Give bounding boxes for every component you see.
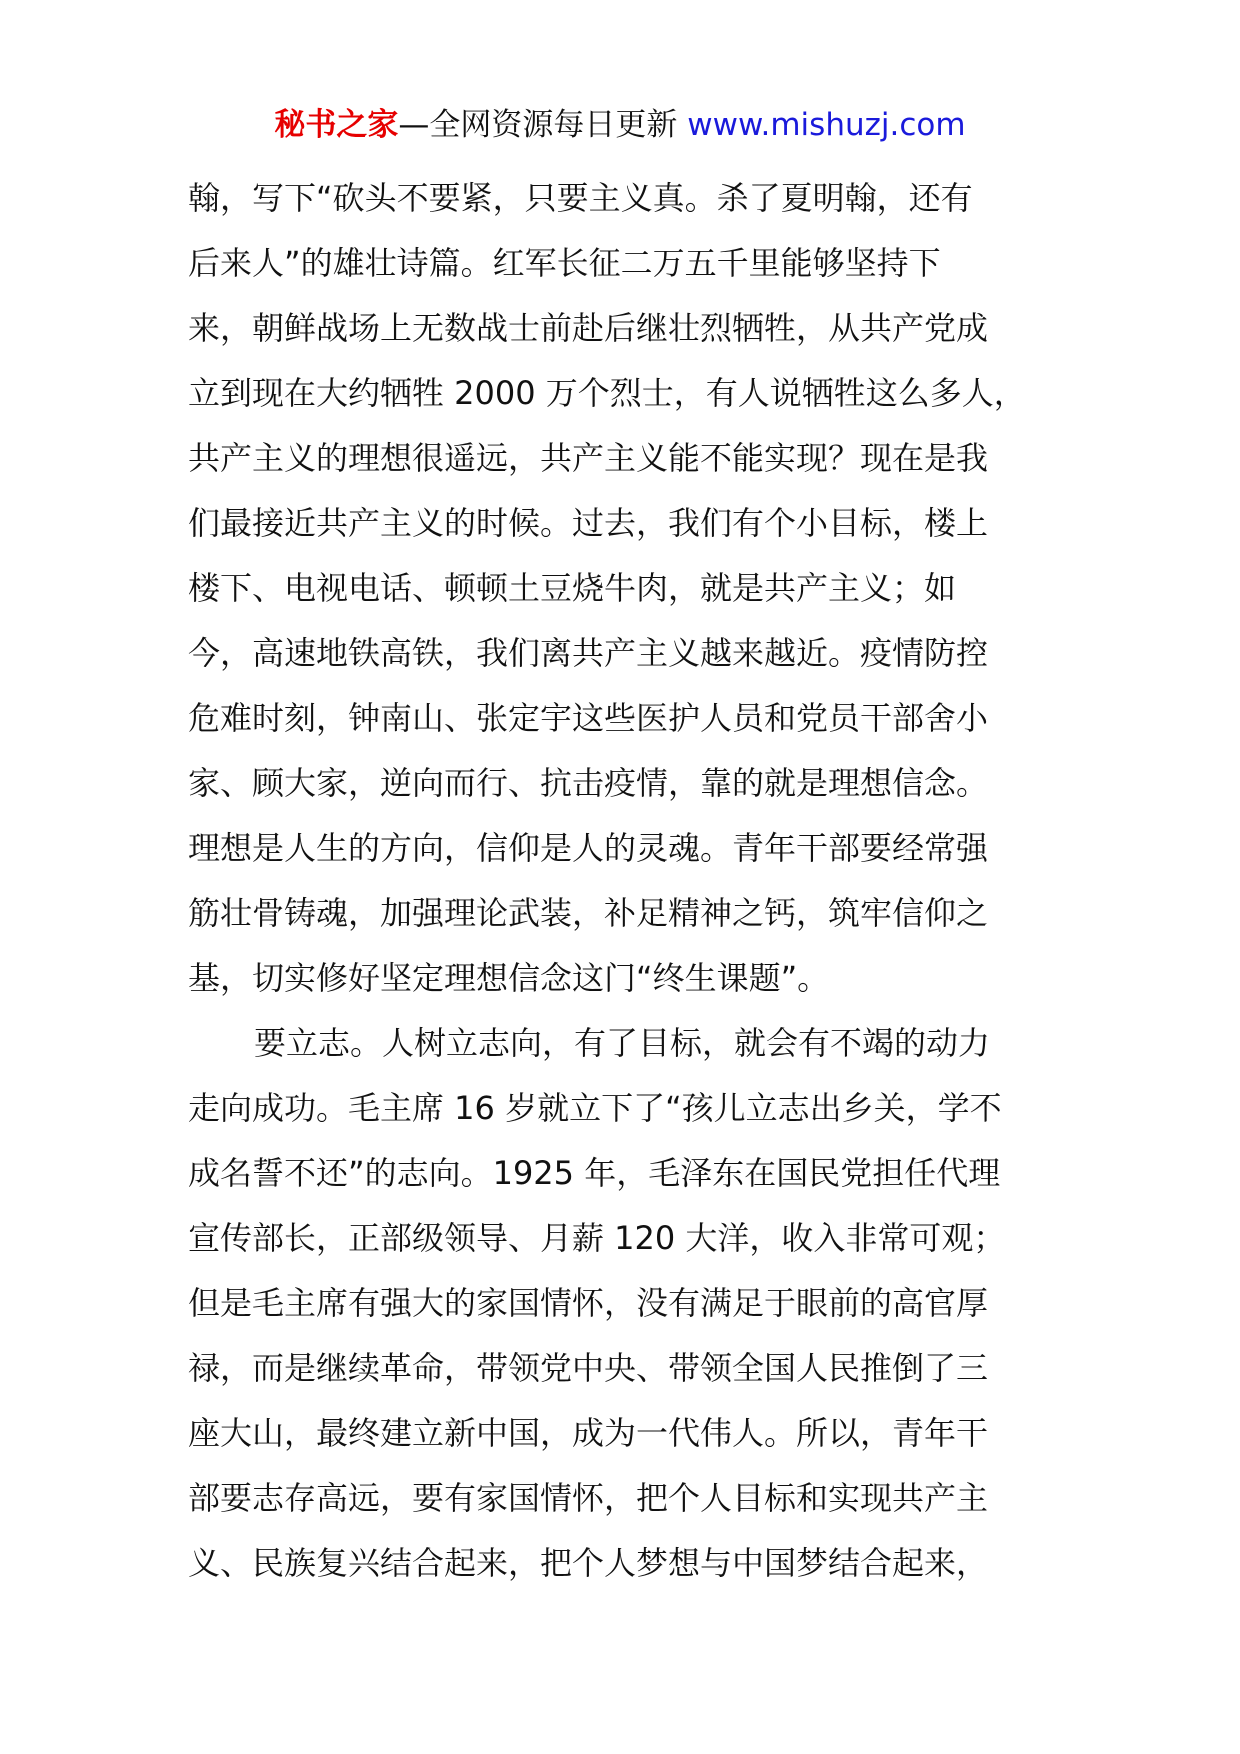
text-line: 基，切实修好坚定理想信念这门“终生课题”。 [188, 959, 830, 997]
text-line: 危难时刻，钟南山、张定宇这些医护人员和党员干部舍小 [188, 699, 989, 737]
text-line: 义、民族复兴结合起来，把个人梦想与中国梦结合起来， [188, 1544, 989, 1582]
text-line: 座大山，最终建立新中国，成为一代伟人。所以，青年干 [188, 1414, 989, 1452]
paragraph-2 [188, 1011, 1056, 1596]
text-line: 今，高速地铁高铁，我们离共产主义越来越近。疫情防控 [188, 634, 989, 672]
text-line: 走向成功。毛主席 16 岁就立下了“孩儿立志出乡关，学不 [188, 1089, 1002, 1127]
text-line: 但是毛主席有强大的家国情怀，没有满足于眼前的高官厚 [188, 1284, 989, 1322]
text-line: 宣传部长，正部级领导、月薪 120 大洋，收入非常可观； [188, 1219, 1006, 1257]
text-line: 后来人”的雄壮诗篇。红军长征二万五千里能够坚持下 [188, 244, 941, 282]
text-line: 筋壮骨铸魂，加强理论武装，补足精神之钙，筑牢信仰之 [188, 894, 989, 932]
text-line: 理想是人生的方向，信仰是人的灵魂。青年干部要经常强 [188, 829, 989, 867]
site-brand: 秘书之家 [274, 107, 399, 143]
text-line: 禄，而是继续革命，带领党中央、带领全国人民推倒了三 [188, 1349, 989, 1387]
page-header [0, 100, 1240, 150]
text-line: 要立志。人树立志向，有了目标，就会有不竭的动力 [254, 1024, 991, 1062]
text-line: 成名誓不还”的志向。1925 年，毛泽东在国民党担任代理 [188, 1154, 1001, 1192]
site-tagline: —全网资源每日更新 [398, 107, 678, 143]
paragraph-1 [188, 166, 1056, 1011]
site-url-link[interactable]: www.mishuzj.com [687, 107, 966, 143]
text-line: 立到现在大约牺牲 2000 万个烈士，有人说牺牲这么多人， [188, 374, 1026, 412]
text-line: 来，朝鲜战场上无数战士前赴后继壮烈牺牲，从共产党成 [188, 309, 989, 347]
text-line: 楼下、电视电话、顿顿土豆烧牛肉，就是共产主义；如 [188, 569, 957, 607]
text-line: 家、顾大家，逆向而行、抗击疫情，靠的就是理想信念。 [188, 764, 989, 802]
text-line: 翰，写下“砍头不要紧，只要主义真。杀了夏明翰，还有 [188, 179, 973, 217]
text-line: 部要志存高远，要有家国情怀，把个人目标和实现共产主 [188, 1479, 989, 1517]
text-line: 们最接近共产主义的时候。过去，我们有个小目标，楼上 [188, 504, 989, 542]
document-body [188, 166, 1056, 1596]
text-line: 共产主义的理想很遥远，共产主义能不能实现？现在是我 [188, 439, 989, 477]
